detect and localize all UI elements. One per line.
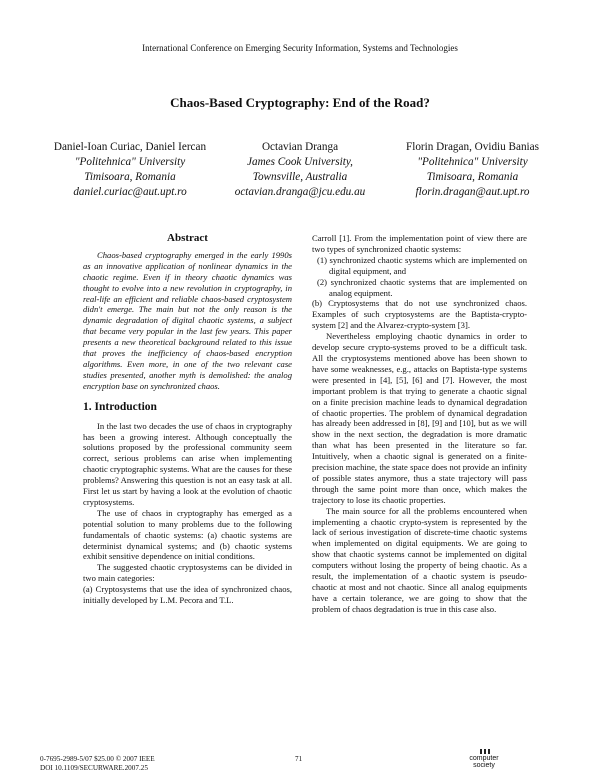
author-block-2 [225, 140, 375, 200]
author-email: octavian.dranga@jcu.edu.au [234, 186, 366, 198]
section-heading-introduction: 1. Introduction [83, 400, 157, 413]
author-affiliation: "Politehnica" University [417, 156, 528, 168]
list-item: (1) synchronized chaotic systems which are implemented on digital equipment, and [317, 254, 527, 276]
right-paragraph-1: Carroll [1]. From the implementation point of view there are two types of synchronized chaotic systems: [312, 233, 527, 254]
abstract-text: Chaos-based cryptography emerged in the early 1990s as an innovative application of nonlinear dynamics in the chaotic regime. Even if in theory chaotic dynamics was thought to evolve into a new revolution in cryptography, in real-life an efficient and reliable chaos-based cryptosystem didn't emerge. The main but not the only reason is the dynamic degradation of digital chaotic systems, a subject that became very popular in the last few years. This paper presents a new theoretical background related to this issue that proves the inefficiency of chaos-based encryption algorithms. Even more, in one of the two relevant case studies presented, another myth is demolished: the analog encryption base on synchronized chaos. [83, 249, 292, 391]
author-names: Daniel-Ioan Curiac, Daniel Iercan [53, 141, 207, 153]
author-block-3 [375, 140, 570, 200]
abstract-heading: Abstract [167, 232, 208, 244]
right-paragraph-2: (b) Cryptosystems that do not use synchronized chaos. Examples of such cryptosystems are the Baptista-crypto-system [2] and the Alvarez-crypto-system [3]. [312, 298, 527, 331]
right-column [312, 233, 527, 615]
footer-isbn: 0-7695-2989-5/07 $25.00 © 2007 IEEE [40, 755, 155, 763]
author-affiliation: "Politehnica" University [74, 156, 186, 168]
author-city: Timisoara, Romania [426, 171, 519, 183]
paper-title: Chaos-Based Cryptography: End of the Road? [170, 95, 430, 110]
author-email: daniel.curiac@aut.upt.ro [73, 186, 187, 198]
list-item: (2) synchronized chaotic systems that are implemented on analog equipment. [317, 276, 527, 298]
conference-header: International Conference on Emerging Security Information, Systems and Technologies [142, 43, 458, 53]
intro-paragraph-2: The use of chaos in cryptography has emerged as a potential solution to many problems due to the following fundamentals of chaotic systems: (a) chaotic systems are determinist dynamical systems; and (b) chaotic systems exhibit sensitive dependence on initial conditions. [83, 507, 292, 562]
intro-paragraph-3: The suggested chaotic cryptosystems can be divided in two main categories: [83, 562, 292, 584]
intro-paragraph-1: In the last two decades the use of chaos in cryptography has been a growing interest. Although conceptually the solutions proposed by the professional community seem correct, serious problems can arise when implementing chaotic cryptographic systems. What are the causes for these problems? Answering this question is not an easy task at all. First let us start by having a look at the evolution of chaotic cryptosystems. [83, 420, 292, 507]
author-block-1 [40, 140, 220, 200]
author-affiliation: James Cook University, [247, 156, 353, 168]
author-city: Townsville, Australia [252, 171, 348, 183]
author-email: florin.dragan@aut.upt.ro [415, 186, 530, 198]
ieee-computer-society-logo-icon [458, 748, 510, 770]
intro-paragraph-4: (a) Cryptosystems that use the idea of synchronized chaos, initially developed by L.M. Pecora and T.L. [83, 584, 292, 606]
footer-left [40, 755, 155, 773]
right-paragraph-4: The main source for all the problems encountered when implementing a chaotic crypto-system is represented by the lack of serious investigation of discrete-time chaotic systems when implemented on digital equipments. We are going to show that chaotic systems cannot be implemented on digital computers without losing the property of being chaotic. As a result, the implementation of a chaotic system is pseudo-chaotic at most and not chaotic. Since all analog equipments have a certain tolerance, we are going to show that the problem of chaos degradation is true in this case also. [312, 505, 527, 614]
left-column [83, 233, 292, 606]
footer-doi: DOI 10.1109/SECURWARE.2007.25 [40, 764, 148, 772]
author-names: Florin Dragan, Ovidiu Banias [406, 141, 539, 153]
right-paragraph-3: Nevertheless employing chaotic dynamics in order to develop secure crypto-systems proved to be a difficult task. All the cryptosystems mentioned above has been shown to have some weaknesses, e.g., attacks on Baptista-type systems were presented in [4], [5], [6] and [7]. However, the most important problem is that trying to generate a chaotic signal on a finite precision machine leads to dynamical degradation of chaotic properties. The problem of dynamical degradation has already been addressed in [8], [9] and [10], but as we will show in the next section, the degradation is more dramatic than what has been presented in the literature so far. Intuitively, when a chaotic signal is generated on a finite-precision machine, the state space does not provide an infinity of possible states anymore, thus a state trajectory will pass through the same point more than once, which makes the trajectory to lose its chaotic properties. [312, 331, 527, 505]
logo-text: computer society [469, 755, 499, 769]
author-names: Octavian Dranga [261, 141, 339, 153]
page-number: 71 [295, 755, 303, 763]
author-city: Timisoara, Romania [84, 171, 176, 183]
